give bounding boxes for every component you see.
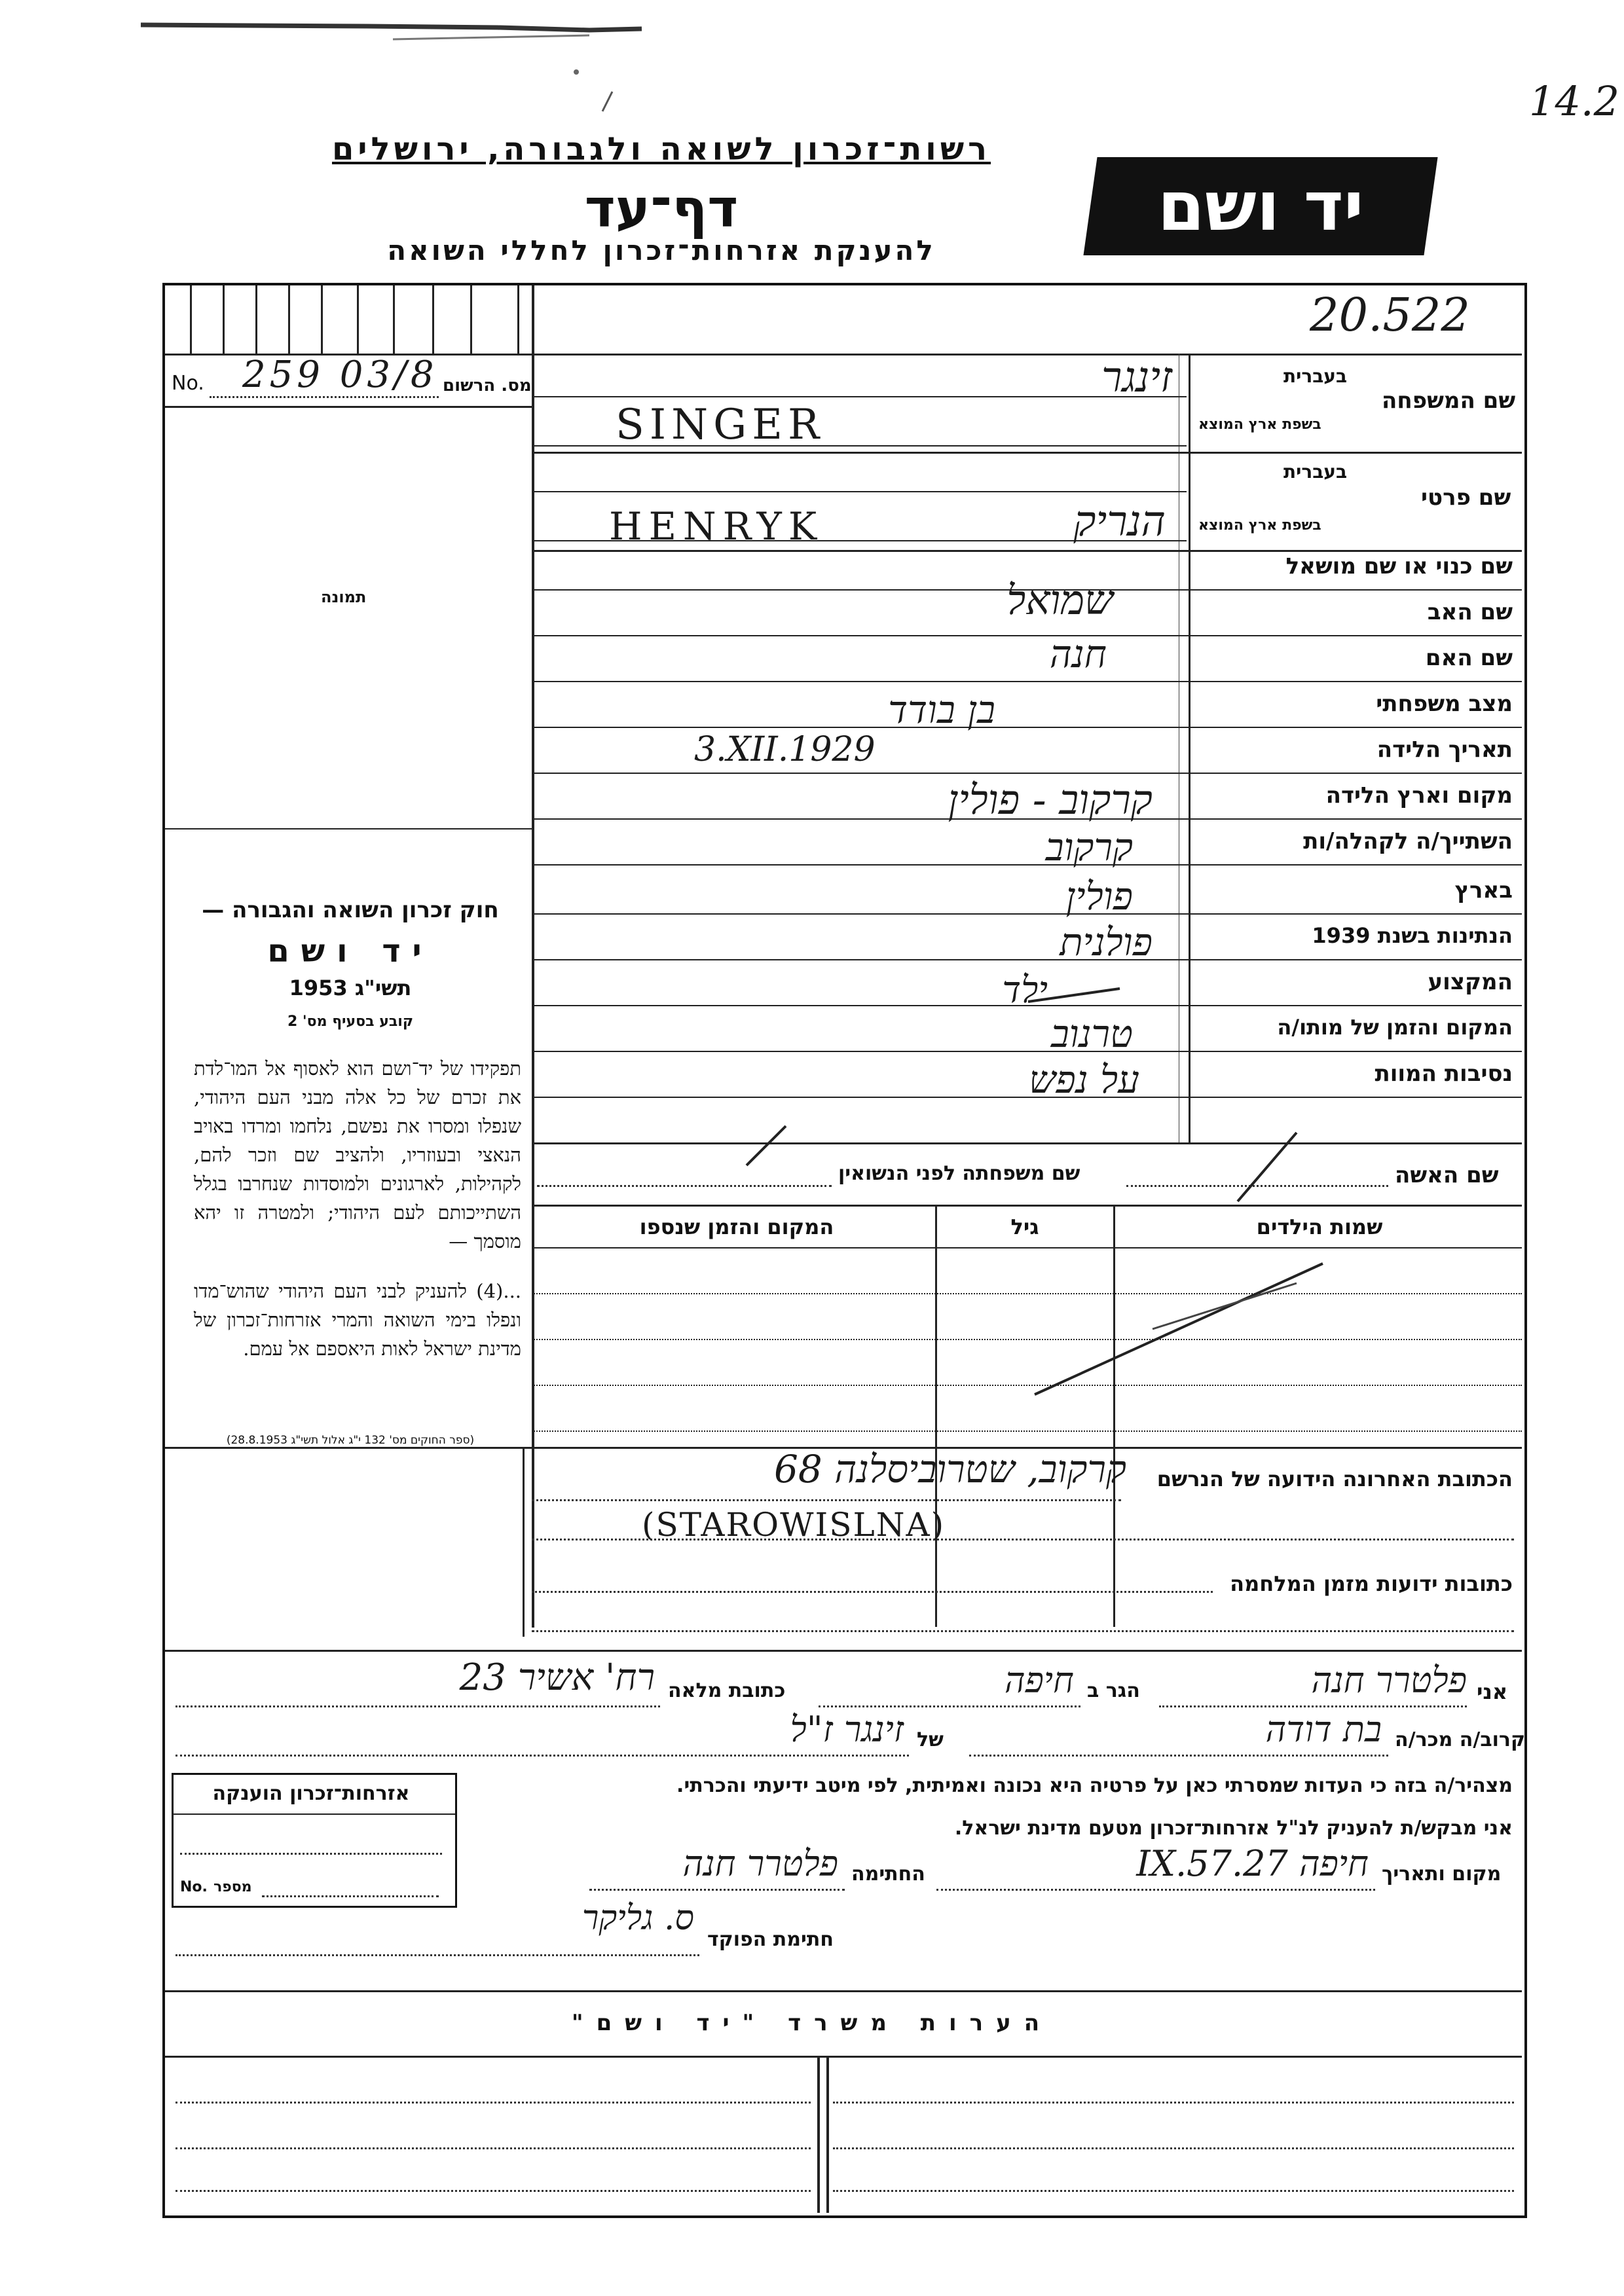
law-year: תשי"ג 1953: [289, 975, 412, 1000]
certificate-no-prefix: No.: [180, 1879, 208, 1895]
certificate-title: אזרחות־זכרון הוענקה: [212, 1782, 410, 1805]
mother-value: חנה: [1049, 632, 1107, 676]
corner-note: 14.2: [1529, 77, 1620, 125]
declarant-name: פלטרר חנה: [1311, 1660, 1467, 1701]
country-label: בארץ: [1454, 877, 1513, 903]
citizenship-value: פולנית: [1060, 920, 1153, 964]
mother-label: שם האם: [1425, 645, 1513, 671]
last-address-value: קרקוב, שטרוביסלנה 68: [773, 1447, 1126, 1491]
officer-label: חתימת הפוקד: [707, 1928, 834, 1951]
office-remarks-label: הערות משרד "יד ושם": [571, 2010, 1053, 2036]
citizenship-label: הנתינות בשנת 1939: [1312, 923, 1513, 948]
in-hebrew-label-2: בעברית: [1283, 461, 1348, 483]
wife-label: שם האשה: [1395, 1162, 1499, 1188]
relation-of-value: זינגר ז"ל: [790, 1709, 904, 1750]
last-address-latin: (STAROWISLNA): [642, 1506, 946, 1544]
form-title: דף־עד: [584, 178, 739, 239]
reg-no-value: 259 03/8: [242, 354, 438, 396]
children-header-names: שמות הילדים: [1256, 1214, 1383, 1239]
father-value: שמואל: [1006, 576, 1113, 624]
firstname-label: שם פרטי: [1421, 484, 1511, 511]
sheet-number: 20.522: [1310, 288, 1470, 342]
death-place-value: טרנוב: [1050, 1011, 1133, 1056]
community-label: השתייך/ה לקהלה/ות: [1303, 828, 1513, 854]
death-circ-value: על נפש: [1029, 1057, 1139, 1102]
children-header-age: גיל: [1010, 1214, 1039, 1239]
law-para-2: ...(4) להעניק לבני העם היהודי שהוש־מדו ונפלו בימי השואה והמרי אזרחות־זכרון של מדינת ישראל לאות היאספם אל עמם.: [194, 1280, 521, 1360]
marital-value: בן בודד: [888, 687, 995, 732]
law-title: חוק זכרון השואה והגבורה —: [202, 897, 499, 923]
signature-value: פלטרר חנה: [682, 1843, 838, 1884]
authority-line: רשות־זכרון לשואה ולגבורה, ירושלים: [331, 131, 991, 168]
full-address-value: רח' אשיר 23: [459, 1656, 655, 1699]
nickname-label: שם כנוי או שם מושאל: [1285, 553, 1513, 579]
relation-label: קרוב/ה מכר/ה: [1395, 1728, 1526, 1751]
full-address-label: כתובת מלאה: [668, 1679, 786, 1702]
declaration-statement: מצהיר/ה בזה כי העדות שמסרתי כאן על פרטיה היא נכונה ואמיתית, לפי מיטב ידיעתי והכרתי.: [676, 1774, 1513, 1797]
reg-no-label: מס. הרשום: [443, 376, 532, 395]
law-clause: קובע בסעיף מס' 2: [287, 1013, 414, 1030]
profession-label: המקצוע: [1428, 969, 1513, 995]
marital-label: מצב משפחתי: [1376, 691, 1513, 717]
place-date-value: חיפה 27.IX.57: [1136, 1843, 1369, 1884]
resides-label: הגר ב: [1087, 1679, 1140, 1702]
birthdate-label: תאריך הלידה: [1376, 737, 1513, 763]
law-para-1: תפקידו של יד־ושם הוא לאסוף אל המו־לדת את זכרם של כל אלה מבני העם היהודי, שנפלו ומסרו את נפשם, נלחמו ומרדו באויב הנאצי ובעוזריו, ולהציב שם וזכר להם, לקהילות, לארגונים ולמוסדות שנחרבו בגלל השתייכותם לעם היהודי; ולמטרה זו יהא מוסמך —: [194, 1057, 521, 1252]
origin-lang-label-2: בשפת ארץ המוצא: [1198, 517, 1321, 534]
relation-value: בת דודה: [1265, 1709, 1382, 1750]
origin-lang-label-1: בשפת ארץ המוצא: [1198, 416, 1321, 433]
wife-maiden-label: שם משפחתה לפני הנשואין: [838, 1162, 1080, 1185]
place-date-label: מקום ותאריך: [1382, 1863, 1502, 1886]
birthdate-value: 3.XII.1929: [694, 730, 876, 769]
birthplace-value: קרקוב - פולין: [948, 776, 1153, 824]
surname-origin: SINGER: [616, 401, 825, 449]
form-subtitle: להענקת אזרחות־זכרון לחללי השואה: [387, 234, 936, 266]
firstname-origin: HENRYK: [609, 504, 824, 549]
profession-value: ילד: [1002, 969, 1048, 1011]
certificate-number-label: מספר: [213, 1879, 252, 1895]
i-label: אני: [1477, 1679, 1508, 1704]
country-value: פולין: [1065, 874, 1133, 919]
profession-strikeout: [1022, 975, 1126, 1015]
yad-vashem-logo: יד ושם: [1083, 157, 1437, 255]
death-circ-label: נסיבות המוות: [1375, 1061, 1513, 1087]
declarant-city: חיפה: [1004, 1660, 1074, 1701]
declaration-request: אני מבקש/ת להעניק לנ"ל אזרחות־זכרון מטעם מדינת ישראל.: [954, 1817, 1513, 1840]
firstname-hebrew: הנריק: [1073, 498, 1166, 546]
law-source: (ספר החוקים מס' 132 י"ג אלול תשי"ג 28.8.1953): [226, 1434, 475, 1447]
signature-label: החתימה: [851, 1863, 925, 1886]
surname-hebrew: זינגר: [1101, 354, 1172, 402]
father-label: שם האב: [1427, 599, 1513, 625]
wartime-address-label: כתובות ידועות מזמן המלחמה: [1230, 1571, 1513, 1596]
law-name: יד ושם: [267, 933, 434, 970]
children-strike: [1022, 1257, 1336, 1408]
community-value: קרקוב: [1045, 825, 1133, 869]
photo-label: תמונה: [321, 588, 367, 606]
surname-label: שם המשפחה: [1382, 388, 1516, 414]
birthplace-label: מקום וארץ הלידה: [1325, 782, 1513, 809]
children-header-place: המקום והזמן שנספו: [639, 1214, 834, 1239]
of-label: של: [917, 1728, 944, 1751]
in-hebrew-label-1: בעברית: [1283, 365, 1348, 387]
last-address-label: הכתובת האחרונה הידועה של הנרשם: [1156, 1467, 1513, 1491]
officer-value: ס. גליקר: [581, 1899, 694, 1938]
death-place-label: המקום והזמן של מותו/ה: [1277, 1015, 1513, 1040]
wife-row-strike: [720, 1113, 1310, 1211]
reg-no-prefix: No.: [172, 372, 204, 395]
